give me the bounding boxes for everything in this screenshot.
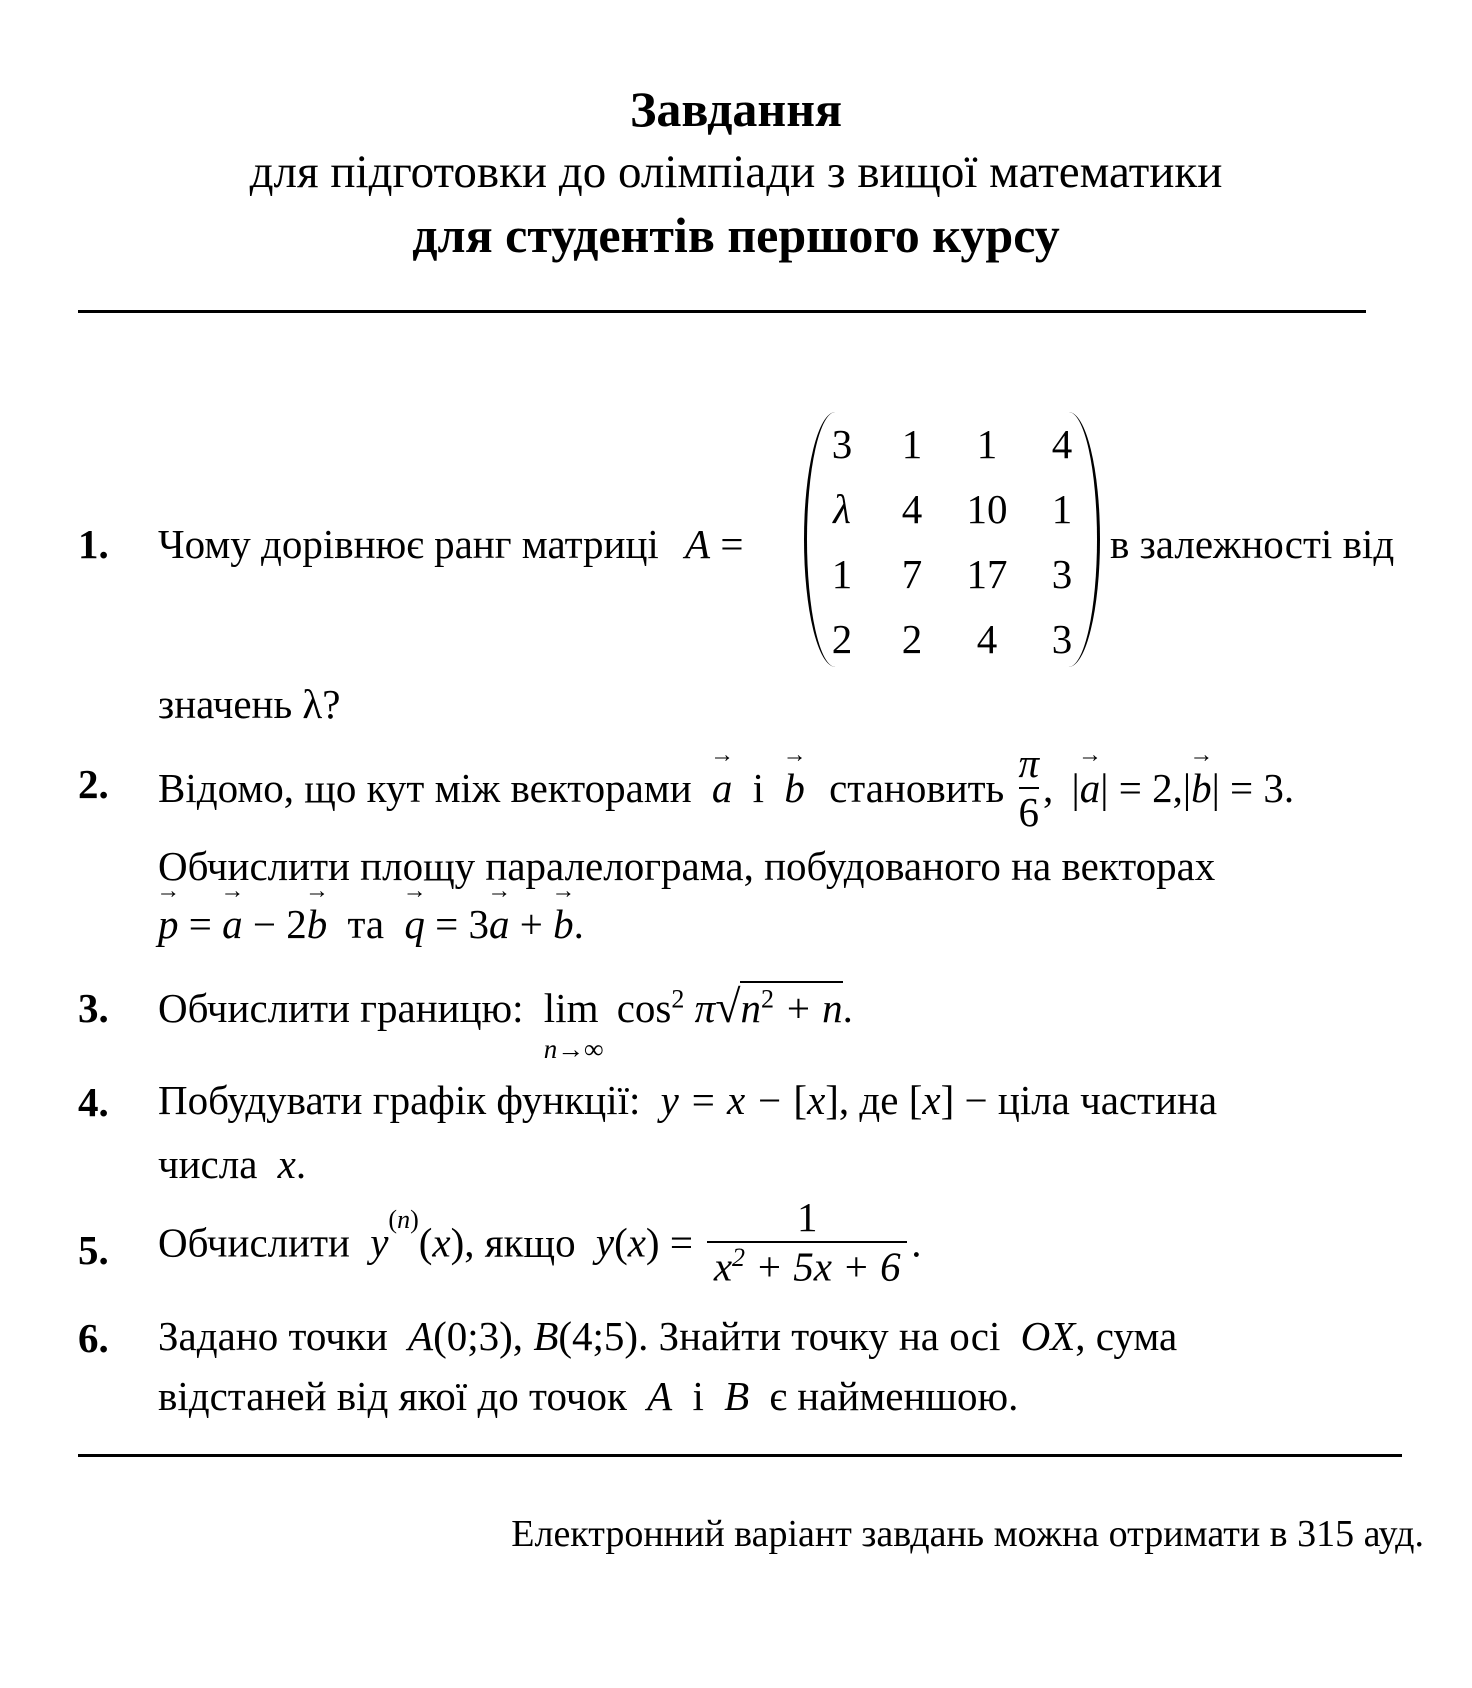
problem-6-number: 6. — [78, 1315, 109, 1361]
problem-1-continuation: значень λ? — [158, 681, 341, 727]
function-y: y — [595, 1219, 615, 1266]
fraction-numerator: π — [1018, 740, 1040, 786]
problem-2-lead: Відомо, що кут між векторами — [158, 765, 692, 812]
vector-b: → b — [784, 764, 805, 812]
norm-b-value: 3 — [1263, 765, 1284, 812]
exponent: 2 — [760, 984, 774, 1014]
problem-6-task: Знайти точку на осі — [658, 1313, 1001, 1359]
problem-5-lead: Обчислити — [158, 1219, 350, 1266]
fraction-denominator: $x^2 + 5x + 6$ — [713, 1243, 901, 1290]
vector-a-norm: → a — [1080, 764, 1101, 812]
problem-6-lead: Задано точки — [158, 1313, 388, 1359]
matrix-row — [807, 485, 1097, 551]
problem-3-text: Обчислити границю: lim n→∞ $\cos^2 \pi√n^2 + n$. — [158, 981, 853, 1064]
point-A: A — [408, 1313, 434, 1359]
matrix-row — [807, 550, 1097, 616]
matrix-cell: 1 — [976, 421, 998, 467]
coords-B: 4;5 — [572, 1313, 625, 1359]
problem-4-tail: числа — [158, 1141, 258, 1187]
vector-b: → b — [553, 900, 574, 948]
vector-b: → b — [307, 900, 328, 948]
function-y: y — [370, 1219, 389, 1266]
fraction — [707, 1194, 907, 1291]
point-A: A — [647, 1373, 673, 1419]
vector-a: → a — [489, 900, 510, 948]
coords-A: 0;3 — [446, 1313, 500, 1359]
matrix-cell: 17 — [966, 551, 1008, 597]
problem-1-text: Чому дорівнює ранг матриці A = — [158, 521, 744, 567]
matrix-cell: 3 — [831, 421, 853, 467]
matrix-cell: 1 — [1051, 486, 1073, 532]
variable-n: n — [740, 985, 761, 1031]
page-title: Завдання — [629, 81, 843, 137]
vector-a: → a — [712, 764, 733, 812]
sqrt-radicand — [740, 981, 842, 1031]
top-divider — [78, 310, 1366, 313]
conjunction: та — [347, 901, 385, 947]
problem-2-verb: становить — [829, 765, 1005, 812]
problem-4-number: 4. — [78, 1079, 109, 1125]
problem-4-line-1: Побудувати графік функції: y = x − [x], де [x] − ціла частина — [158, 1077, 1218, 1123]
matrix-cell: 4 — [976, 616, 998, 662]
vector-q: → q — [404, 900, 425, 948]
problem-4-lead: Побудувати графік функції: — [158, 1077, 641, 1123]
problem-2-line-3: → p = → a − 2→ b та → q = 3→ a + → b. — [158, 900, 584, 948]
problem-1-tail: в залежності від — [1110, 521, 1395, 567]
bottom-divider — [78, 1454, 1402, 1457]
axis-OX: OX — [1020, 1313, 1076, 1359]
matrix-cell: 4 — [901, 486, 923, 532]
variable-x: x — [432, 1219, 451, 1266]
problem-2-line-1: Відомо, що кут між векторами → a і → b становить $\frac{\pi}{6}$ , |→ a| = 2,|→ b| = 3. — [158, 740, 1294, 836]
matrix-cell: 10 — [966, 486, 1008, 532]
page-subtitle: для підготовки до олімпіади з вищої математики — [249, 146, 1223, 198]
point-B: B — [724, 1373, 750, 1419]
conjunction: і — [752, 765, 765, 812]
problem-1-number: 1. — [78, 521, 109, 567]
function-formula: y = x − — [660, 1077, 794, 1123]
variable-x: x — [922, 1077, 941, 1123]
matrix-A — [804, 412, 1100, 667]
matrix-name: A — [685, 521, 711, 567]
problem-2-number: 2. — [78, 761, 109, 807]
matrix-cell: 3 — [1051, 616, 1073, 662]
fraction-numerator: 1 — [796, 1194, 818, 1240]
matrix-cell: 1 — [831, 551, 853, 597]
plus-n: + n — [784, 985, 843, 1031]
fraction-denominator: 6 — [1018, 789, 1040, 836]
vector-b-norm: → b — [1191, 764, 1212, 812]
variable-x: x — [277, 1141, 296, 1187]
problem-5-text: Обчислити $y^{(n)}(x)$, якщо y(x) = $\frac{1}{x^2 + 5x + 6}$ . — [158, 1194, 922, 1290]
matrix-cell: 3 — [1051, 551, 1073, 597]
problem-4-line-2: числа x. — [158, 1141, 307, 1187]
problem-4-desc: ціла частина — [997, 1077, 1218, 1123]
conjunction: і — [692, 1373, 704, 1419]
matrix-cell: 1 — [901, 421, 923, 467]
cos-function: cos — [616, 985, 672, 1031]
limit — [543, 984, 604, 1064]
problem-6-line2-tail: є найменшою. — [769, 1373, 1019, 1419]
problem-6-line-1: Задано точки A(0;3), B(4;5). Знайти точку на осі OX, сума — [158, 1313, 1178, 1359]
matrix-cell: 2 — [831, 616, 853, 662]
problem-6-line-2 — [158, 1372, 1018, 1420]
point-B: B — [533, 1313, 559, 1359]
problem-3-number: 3. — [78, 985, 109, 1031]
problem-6-line2-lead: відстаней від якої до точок — [158, 1373, 627, 1419]
page-subtitle-audience: для студентів першого курсу — [412, 207, 1060, 263]
matrix-cell: 2 — [901, 616, 923, 662]
vector-p: → p — [158, 900, 179, 948]
matrix-cell: 7 — [901, 551, 923, 597]
norm-a-value: 2 — [1152, 765, 1173, 812]
problem-2-line-2: Обчислити площу паралелограма, побудованого на векторах — [158, 843, 1216, 889]
pi-symbol: π — [694, 985, 716, 1031]
problem-6-cont: , сума — [1075, 1313, 1178, 1359]
variable-x: x — [627, 1219, 646, 1266]
footer-note: Електронний варіант завдань можна отримати в 315 ауд. — [511, 1513, 1424, 1555]
lim-operator: lim — [543, 985, 599, 1031]
vector-a: → a — [222, 900, 243, 948]
word-if: якщо — [484, 1219, 576, 1266]
derivative-order: n — [397, 1204, 411, 1234]
coefficient: 3 — [468, 901, 489, 947]
coefficient: 2 — [286, 901, 307, 947]
matrix-cell: λ — [833, 486, 851, 532]
problem-1-lead: Чому дорівнює ранг матриці — [158, 521, 659, 567]
lim-subscript: n→∞ — [543, 1034, 604, 1064]
matrix-row — [807, 615, 1097, 681]
matrix-row — [807, 420, 1097, 486]
problem-3-lead: Обчислити границю: — [158, 985, 524, 1031]
word-de: де — [859, 1077, 899, 1123]
pi-over-6 — [1019, 740, 1040, 836]
matrix-cell: 4 — [1051, 421, 1073, 467]
exponent: 2 — [671, 984, 685, 1014]
denominator-tail: + 5x + 6 — [755, 1243, 901, 1290]
problem-5-number: 5. — [78, 1227, 109, 1273]
variable-x: x — [807, 1077, 826, 1123]
